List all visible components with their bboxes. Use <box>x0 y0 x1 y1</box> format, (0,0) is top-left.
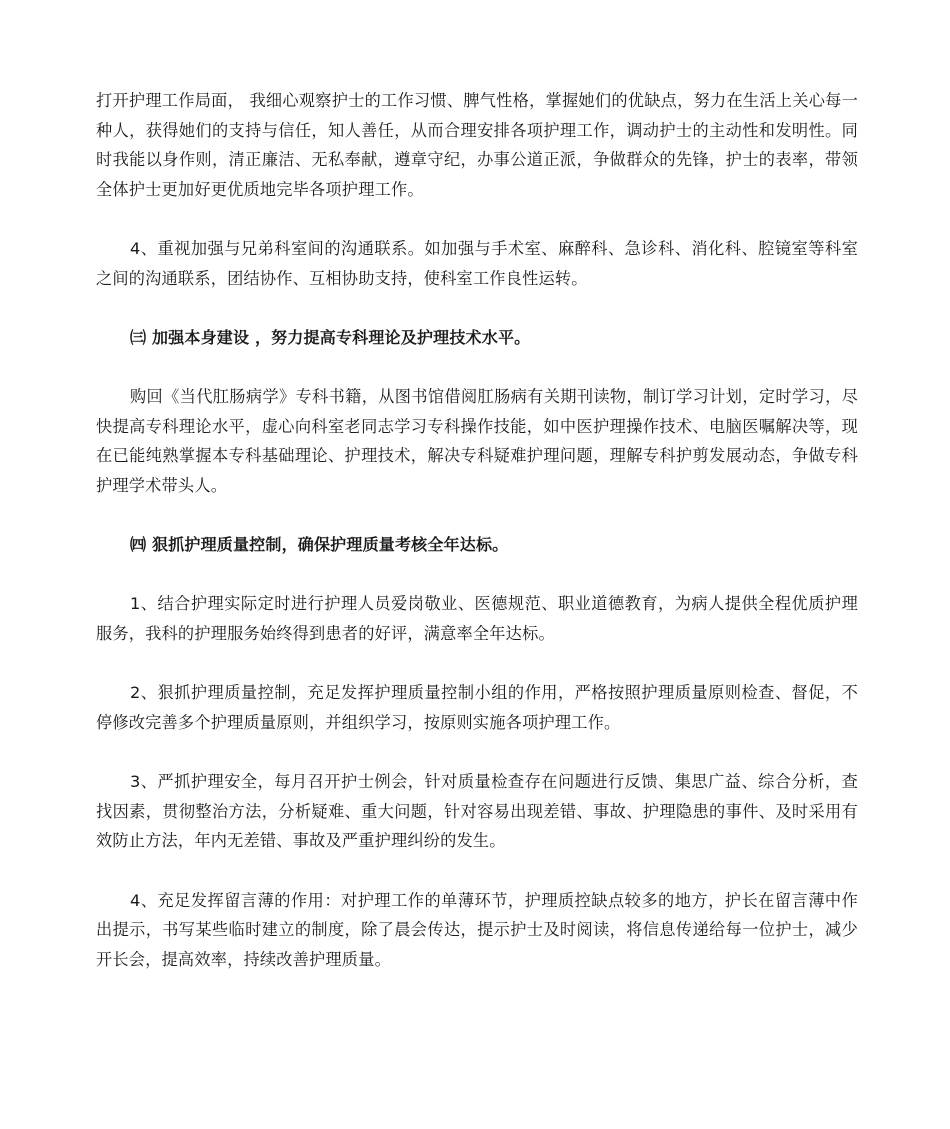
document-page <box>96 86 858 974</box>
paragraph-dept-communication: 4、重视加强与兄弟科室间的沟通联系。如加强与手术室、麻醉科、急诊科、消化科、腔镜室等科室之间的沟通联系，团结协作、互相协助支持，使科室工作良性运转。 <box>96 239 858 288</box>
section-heading-quality-control: ㈣ 狠抓护理质量控制，确保护理质量考核全年达标。 <box>130 535 509 554</box>
paragraph-message-book: 4、充足发挥留言薄的作用：对护理工作的单薄环节，护理质控缺点较多的地方，护长在留言薄中作出提示，书写某些临时建立的制度，除了晨会传达，提示护士及时阅读，将信息传递给每一位护士，减少开长会，提高效率，持续改善护理质量。 <box>96 890 858 969</box>
paragraph-leadership: 打开护理工作局面， 我细心观察护士的工作习惯、脾气性格，掌握她们的优缺点，努力在生活上关心每一种人，获得她们的支持与信任，知人善任，从而合理安排各项护理工作，调动护士的主动性和发明性。同时我能以身作则，清正廉洁、无私奉献，遵章守纪，办事公道正派，争做群众的先锋，护士的表率，带领全体护士更加好更优质地完毕各项护理工作。 <box>96 91 858 199</box>
paragraph-study-plan: 购回《当代肛肠病学》专科书籍，从图书馆借阅肛肠病有关期刊读物，制订学习计划，定时学习，尽快提高专科理论水平，虚心向科室老同志学习专科操作技能，如中医护理操作技术、电脑医嘱解决等，现在已能纯熟掌握本专科基础理论、护理技术，解决专科疑难护理问题，理解专科护剪发展动态，争做专科护理学术带头人。 <box>96 387 858 495</box>
paragraph-ethics-education: 1、结合护理实际定时进行护理人员爱岗敬业、医德规范、职业道德教育，为病人提供全程优质护理服务，我科的护理服务始终得到患者的好评，满意率全年达标。 <box>96 594 858 643</box>
paragraph-nursing-safety: 3、严抓护理安全，每月召开护士例会，针对质量检查存在问题进行反馈、集思广益、综合分析，查找因素，贯彻整治方法，分析疑难、重大问题，针对容易出现差错、事故、护理隐患的事件、及时采用有效防止方法，年内无差错、事故及严重护理纠纷的发生。 <box>96 772 858 850</box>
section-heading-self-building: ㈢ 加强本身建设 ，努力提高专科理论及护理技术水平。 <box>130 328 531 347</box>
paragraph-quality-group: 2、狠抓护理质量控制，充足发挥护理质量控制小组的作用，严格按照护理质量原则检查、督促，不停修改完善多个护理质量原则，并组织学习，按原则实施各项护理工作。 <box>96 683 858 732</box>
